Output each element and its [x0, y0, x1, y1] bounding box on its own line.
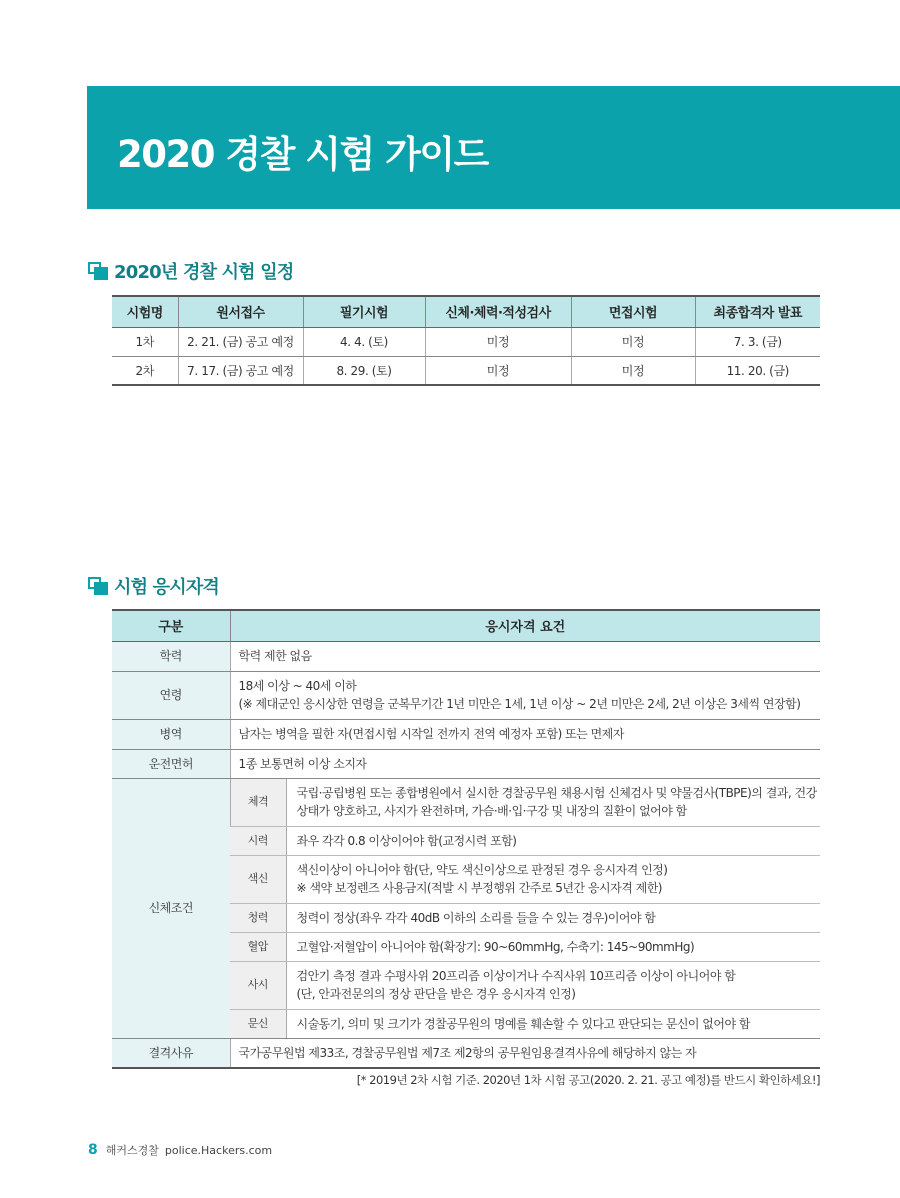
category-label: 병역 [112, 719, 230, 749]
requirement-text [286, 855, 820, 903]
table-row [112, 719, 820, 749]
table-cell: 11. 20. (금) [695, 356, 820, 385]
requirement-line: (단, 안과전문의의 정상 판단을 받은 경우 응시자격 인정) [296, 987, 576, 1001]
eligibility-table [112, 609, 820, 1069]
table-cell: 7. 3. (금) [695, 327, 820, 356]
subcategory-label: 사시 [230, 961, 286, 1009]
subcategory-label: 색신 [230, 855, 286, 903]
table-cell: 미정 [571, 327, 695, 356]
subcategory-label: 시력 [230, 826, 286, 855]
requirement-text: 청력이 정상(좌우 각각 40dB 이하의 소리를 들을 수 있는 경우)이어야 함 [286, 903, 820, 932]
table-cell: 2차 [135, 363, 154, 378]
requirement-line: 상태가 양호하고, 사지가 완전하며, 가슴·배·입·구강 및 내장의 질환이 없어야 함 [296, 804, 687, 818]
table-row [112, 327, 820, 356]
table-row [112, 356, 820, 385]
category-label: 학력 [112, 641, 230, 671]
subcategory-label: 청력 [230, 903, 286, 932]
requirement-line: 색신이상이 아니어야 함(단, 약도 색신이상으로 판정된 경우 응시자격 인정) [296, 863, 668, 877]
square-bullet-icon [88, 577, 108, 595]
requirement-line: 18세 이상 ~ 40세 이하 [238, 679, 357, 693]
column-header: 필기시험 [303, 296, 425, 327]
requirement-text: 고혈압·저혈압이 아니어야 함(확장기: 90~60mmHg, 수축기: 145~90mmHg) [286, 932, 820, 961]
requirement-text: 남자는 병역을 필한 자(면접시험 시작일 전까지 전역 예정자 포함) 또는 면제자 [230, 719, 820, 749]
section-heading-schedule [88, 258, 293, 284]
category-label: 결격사유 [112, 1038, 230, 1068]
footer-brand: 해커스경찰 [105, 1144, 159, 1157]
schedule-table [112, 295, 820, 386]
square-bullet-icon [88, 262, 108, 280]
footnote: [* 2019년 2차 시험 기준. 2020년 1차 시험 공고(2020. 2. 21. 공고 예정)를 반드시 확인하세요!] [356, 1073, 820, 1087]
page-number: 8 [88, 1142, 98, 1158]
requirement-text: 좌우 각각 0.8 이상이어야 함(교정시력 포함) [286, 826, 820, 855]
table-cell: 7. 17. (금) 공고 예정 [178, 356, 303, 385]
table-cell: 미정 [571, 356, 695, 385]
table-cell: 2. 21. (금) 공고 예정 [178, 327, 303, 356]
requirement-text [286, 961, 820, 1009]
category-label: 연령 [112, 671, 230, 719]
column-header: 응시자격 요건 [230, 610, 820, 641]
table-cell: 미정 [425, 356, 571, 385]
table-cell: 1차 [112, 327, 178, 356]
requirement-text [230, 671, 820, 719]
column-header: 최종합격자 발표 [695, 296, 820, 327]
section-heading-eligibility [88, 573, 219, 599]
subcategory-label: 체격 [230, 778, 286, 826]
table-header-row [112, 296, 820, 327]
requirement-text: 국가공무원법 제33조, 경찰공무원법 제7조 제2항의 공무원임용결격사유에 해당하지 않는 자 [230, 1038, 820, 1068]
table-header-row [112, 610, 820, 641]
title-banner [87, 86, 900, 209]
table-row [112, 749, 820, 778]
table-row [112, 1038, 820, 1068]
page-title: 2020 경찰 시험 가이드 [117, 133, 488, 176]
column-header: 원서접수 [178, 296, 303, 327]
section-title-eligibility: 시험 응시자격 [114, 577, 219, 598]
requirement-text: 학력 제한 없음 [230, 641, 820, 671]
requirement-line: ※ 색약 보정렌즈 사용금지(적발 시 부정행위 간주로 5년간 응시자격 제한) [296, 881, 662, 895]
footer-url: police.Hackers.com [164, 1144, 273, 1157]
section-title-schedule: 2020년 경찰 시험 일정 [114, 262, 294, 283]
column-header: 신체·체력·적성검사 [425, 296, 571, 327]
table-cell: 미정 [425, 327, 571, 356]
requirement-line: 검안기 측정 결과 수평사위 20프리즘 이상이거나 수직사위 10프리즘 이상이 아니어야 함 [296, 969, 736, 983]
table-cell: 4. 4. (토) [303, 327, 425, 356]
table-row [112, 778, 820, 826]
column-header: 시험명 [112, 296, 178, 327]
requirement-text: 1종 보통면허 이상 소지자 [230, 749, 820, 778]
subcategory-label: 혈압 [230, 932, 286, 961]
table-row [112, 671, 820, 719]
requirement-text: 시술동기, 의미 및 크기가 경찰공무원의 명예를 훼손할 수 있다고 판단되는 문신이 없어야 함 [286, 1009, 820, 1038]
requirement-line: 국립·공립병원 또는 종합병원에서 실시한 경찰공무원 채용시험 신체검사 및 약물검사(TBPE)의 결과, 건강 [296, 786, 817, 800]
column-header: 구분 [112, 610, 230, 641]
table-row [112, 641, 820, 671]
requirement-line: (※ 제대군인 응시상한 연령을 군복무기간 1년 미만은 1세, 1년 이상 ~ 2년 미만은 2세, 2년 이상은 3세씩 연장함) [238, 697, 801, 711]
page-footer [88, 1142, 272, 1158]
subcategory-label: 문신 [230, 1009, 286, 1038]
column-header: 면접시험 [571, 296, 695, 327]
category-label: 운전면허 [112, 749, 230, 778]
table-cell: 8. 29. (토) [303, 356, 425, 385]
category-label: 신체조건 [112, 778, 230, 1038]
requirement-text [286, 778, 820, 826]
